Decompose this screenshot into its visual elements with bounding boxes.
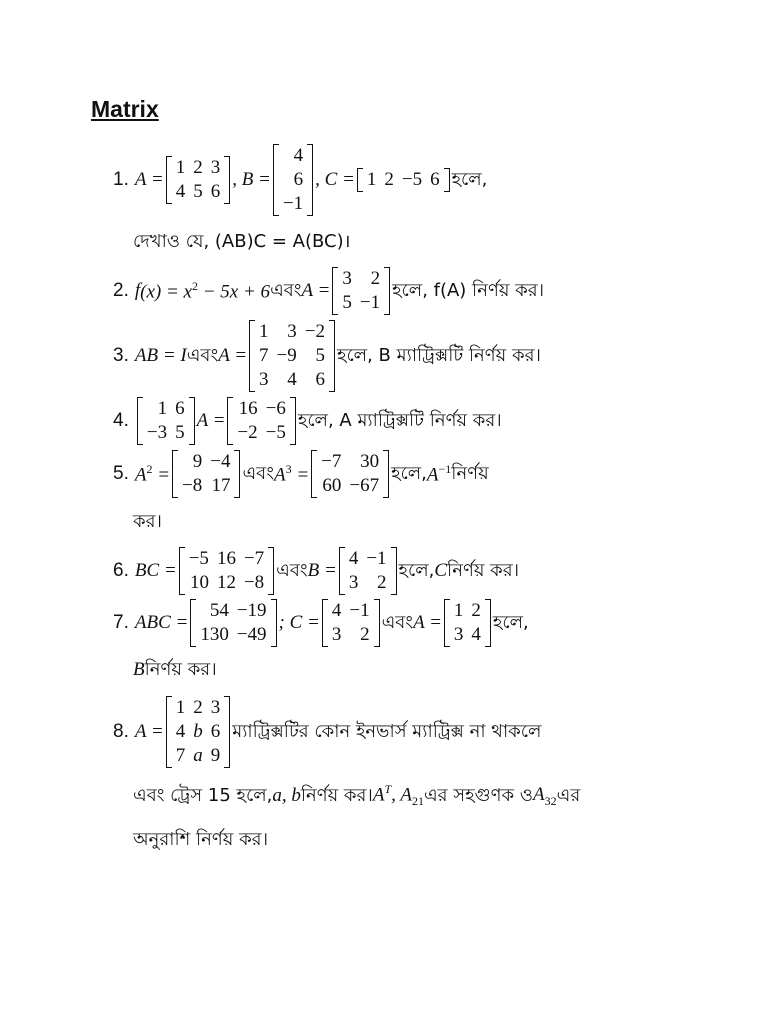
right-bracket xyxy=(224,156,230,204)
matrix-row xyxy=(338,291,384,315)
problem-number: 3. xyxy=(113,345,129,366)
matrix-c xyxy=(322,599,380,647)
matrix-r xyxy=(227,397,295,445)
problem-text: হলে, xyxy=(492,611,529,633)
matrix-cell: 6 xyxy=(293,169,304,190)
math-text: ; C = xyxy=(278,612,320,633)
math-text: A = xyxy=(134,169,164,190)
matrix-cell: −5 xyxy=(401,169,423,190)
matrix-cell: 1 xyxy=(157,398,168,419)
matrix-cell: 4 xyxy=(471,624,481,645)
math-text: − 5x + 6 xyxy=(197,281,271,303)
matrix-row xyxy=(172,180,225,204)
matrix-cell: 1 xyxy=(453,600,464,621)
right-bracket xyxy=(271,599,277,647)
matrix-cell: 4 xyxy=(175,721,186,742)
problem-text: এবং xyxy=(381,611,414,633)
problem-text: এবং xyxy=(270,279,302,301)
problem-text: হলে, A ম্যাট্রিক্সটি নির্ণয় কর। xyxy=(297,409,502,431)
matrix-row xyxy=(279,168,307,192)
matrix-row xyxy=(338,267,384,291)
math-text: A xyxy=(372,784,385,806)
matrix-row xyxy=(255,320,329,344)
problem-number: 2. xyxy=(113,280,129,301)
matrix-cell: 3 xyxy=(210,697,221,718)
problem-number: 6. xyxy=(113,560,129,581)
problem-6 xyxy=(113,546,519,596)
matrix-cell: 60 xyxy=(322,475,342,496)
matrix-grid xyxy=(178,450,234,498)
matrix-cell: −1 xyxy=(359,292,381,313)
right-bracket xyxy=(224,696,230,768)
matrix-row xyxy=(317,450,383,474)
matrix-cell: 10 xyxy=(189,572,209,593)
math-text xyxy=(533,784,557,809)
matrix-cell: 3 xyxy=(453,624,464,645)
matrix-grid xyxy=(317,450,383,498)
matrix-cell: 4 xyxy=(331,600,342,621)
matrix-bc xyxy=(179,547,274,595)
matrix-cell: −19 xyxy=(236,600,267,621)
problem-number: 8. xyxy=(113,721,129,742)
subscript: 21 xyxy=(411,794,424,809)
matrix-cell: −4 xyxy=(210,451,231,472)
matrix-cell: 4 xyxy=(287,369,297,390)
right-bracket xyxy=(234,450,240,498)
matrix-row xyxy=(196,623,270,647)
page-title: Matrix xyxy=(91,96,159,122)
matrix-cell: 16 xyxy=(216,548,236,569)
matrix-row xyxy=(185,547,268,571)
matrix-a3 xyxy=(311,450,389,498)
math-text: ABC = xyxy=(134,612,189,633)
right-bracket xyxy=(189,397,195,445)
matrix-m xyxy=(137,397,195,445)
matrix-cell: −2 xyxy=(304,321,325,342)
matrix-a xyxy=(166,696,231,768)
math-text xyxy=(140,279,270,303)
matrix-row xyxy=(172,696,225,720)
math-text xyxy=(373,782,424,809)
matrix-cell: 30 xyxy=(360,451,380,472)
problem-8-continuation-2: অনুরাশি নির্ণয় কর। xyxy=(133,828,269,850)
right-bracket xyxy=(307,144,313,216)
right-bracket xyxy=(383,450,389,498)
matrix-grid xyxy=(338,267,384,315)
math-text: A = xyxy=(196,410,226,431)
exponent: −1 xyxy=(438,461,452,476)
matrix-row xyxy=(143,421,189,445)
right-bracket xyxy=(374,599,380,647)
matrix-cell: −2 xyxy=(237,422,258,443)
math-text: A xyxy=(533,783,545,805)
math-text: A = xyxy=(134,721,164,742)
math-text: a, b xyxy=(272,785,301,806)
matrix-row xyxy=(317,474,383,498)
problem-text: হলে, B ম্যাট্রিক্সটি নির্ণয় কর। xyxy=(336,344,541,366)
math-text: A = xyxy=(413,612,442,633)
matrix-a2 xyxy=(172,450,240,498)
matrix-row xyxy=(255,368,329,392)
problem-text: এবং xyxy=(276,559,308,581)
math-text: C xyxy=(434,560,448,581)
matrix-cell: 2 xyxy=(360,624,370,645)
matrix-cell: 7 xyxy=(175,745,186,766)
right-bracket xyxy=(290,397,296,445)
matrix-cell: 130 xyxy=(200,624,229,645)
matrix-cell: 3 xyxy=(342,268,352,289)
matrix-cell: 3 xyxy=(210,157,221,178)
math-text: = xyxy=(152,464,171,486)
problem-text: হলে, xyxy=(398,559,435,581)
matrix-abc xyxy=(190,599,276,647)
matrix-cell: −5 xyxy=(188,548,209,569)
matrix-cell: 5 xyxy=(342,292,352,313)
matrix-row xyxy=(255,344,329,368)
math-text: = xyxy=(291,464,310,486)
matrix-a xyxy=(166,156,231,204)
matrix-cell: 6 xyxy=(210,721,221,742)
matrix-cell: 2 xyxy=(471,600,481,621)
math-text: , C = xyxy=(315,169,355,190)
math-text: A xyxy=(134,464,147,486)
matrix-cell: −8 xyxy=(243,572,265,593)
problem-number: 7. xyxy=(113,612,129,633)
matrix-cell: 5 xyxy=(315,345,325,366)
matrix-grid xyxy=(450,599,485,647)
matrix-a xyxy=(332,267,390,315)
matrix-row xyxy=(450,623,485,647)
matrix-row xyxy=(363,168,444,192)
math-text: , B = xyxy=(232,169,271,190)
problem-text: নির্ণয় কর। xyxy=(144,658,217,680)
subscript: 32 xyxy=(544,793,557,808)
math-text: AB = I xyxy=(134,345,187,366)
problem-text: এবং xyxy=(242,462,274,484)
matrix-grid xyxy=(363,168,444,192)
matrix-grid xyxy=(172,156,225,204)
matrix-cell: 7 xyxy=(259,345,269,366)
matrix-grid xyxy=(255,320,329,392)
matrix-cell: 6 xyxy=(175,398,185,419)
matrix-a xyxy=(444,599,491,647)
math-text: B xyxy=(133,659,145,680)
matrix-row xyxy=(328,623,374,647)
problem-text: হলে, xyxy=(391,462,427,484)
problem-5-continuation: কর। xyxy=(133,510,162,532)
matrix-row xyxy=(178,474,234,498)
exponent: 3 xyxy=(285,461,292,476)
matrix-row xyxy=(345,571,391,595)
math-text: A xyxy=(273,464,286,486)
matrix-cell: −49 xyxy=(236,624,267,645)
matrix-cell: 6 xyxy=(210,181,221,202)
matrix-cell: 5 xyxy=(175,422,185,443)
matrix-grid xyxy=(196,599,270,647)
problem-4 xyxy=(113,396,502,446)
matrix-c xyxy=(357,168,450,192)
problem-7 xyxy=(113,598,529,648)
problem-text: এর xyxy=(556,784,581,806)
matrix-cell: b xyxy=(193,721,203,742)
exponent: 2 xyxy=(146,461,153,476)
problem-text: হলে, xyxy=(451,168,488,190)
matrix-cell: 3 xyxy=(348,572,359,593)
problem-5 xyxy=(113,449,489,499)
problem-number: 1. xyxy=(113,169,129,190)
matrix-row xyxy=(196,599,270,623)
matrix-cell: 2 xyxy=(193,157,203,178)
matrix-cell: 16 xyxy=(238,398,258,419)
problem-8-continuation-1 xyxy=(133,782,580,810)
matrix-cell: 2 xyxy=(193,697,203,718)
matrix-cell: −1 xyxy=(366,548,387,569)
matrix-b xyxy=(339,547,397,595)
matrix-cell: 1 xyxy=(175,697,186,718)
matrix-cell: 12 xyxy=(216,572,236,593)
matrix-row xyxy=(172,720,225,744)
matrix-cell: −1 xyxy=(282,193,304,214)
matrix-cell: 4 xyxy=(293,145,304,166)
math-text: f xyxy=(134,280,141,301)
matrix-cell: −67 xyxy=(349,475,380,496)
problem-2 xyxy=(113,266,544,316)
matrix-cell: 2 xyxy=(377,572,387,593)
matrix-row xyxy=(279,144,307,168)
matrix-cell: 3 xyxy=(287,321,297,342)
exponent: T xyxy=(384,782,392,797)
matrix-cell: 2 xyxy=(384,169,394,190)
problem-number: 4. xyxy=(113,410,129,431)
matrix-a xyxy=(249,320,335,392)
matrix-cell: 2 xyxy=(370,268,381,289)
matrix-row xyxy=(185,571,268,595)
matrix-cell: −8 xyxy=(182,475,203,496)
matrix-cell: 1 xyxy=(175,157,186,178)
right-bracket xyxy=(329,320,335,392)
exponent: 2 xyxy=(191,278,198,293)
matrix-cell: 9 xyxy=(192,451,203,472)
matrix-cell: 3 xyxy=(331,624,342,645)
matrix-row xyxy=(172,156,225,180)
matrix-row xyxy=(345,547,391,571)
right-bracket xyxy=(268,547,274,595)
problem-text: এবং xyxy=(186,344,219,366)
right-bracket xyxy=(485,599,491,647)
matrix-cell: 3 xyxy=(259,369,269,390)
matrix-grid xyxy=(172,696,225,768)
problem-text: হলে, f(A) নির্ণয় কর। xyxy=(392,279,545,301)
matrix-cell: 17 xyxy=(211,475,231,496)
problem-1-continuation: দেখাও যে, (AB)C = A(BC)। xyxy=(133,230,351,252)
problem-text: এবং ট্রেস 15 হলে, xyxy=(133,784,273,806)
problem-text: নির্ণয় কর। xyxy=(300,784,373,806)
math-text: A xyxy=(426,464,439,486)
problem-1 xyxy=(113,142,487,218)
matrix-cell: −7 xyxy=(321,451,342,472)
matrix-row xyxy=(172,744,225,768)
matrix-cell: 1 xyxy=(259,321,269,342)
matrix-cell: 54 xyxy=(209,600,229,621)
matrix-row xyxy=(279,192,307,216)
matrix-row xyxy=(450,599,485,623)
matrix-row xyxy=(143,397,189,421)
math-text xyxy=(274,462,309,486)
matrix-grid xyxy=(233,397,289,445)
matrix-grid xyxy=(185,547,268,595)
matrix-cell: 6 xyxy=(430,169,440,190)
matrix-cell: 5 xyxy=(193,181,203,202)
matrix-grid xyxy=(328,599,374,647)
matrix-b xyxy=(273,144,313,216)
problem-text: নির্ণয় xyxy=(451,462,489,484)
matrix-cell: 4 xyxy=(175,181,186,202)
matrix-row xyxy=(233,397,289,421)
math-text: A xyxy=(400,784,412,806)
math-text: , xyxy=(391,784,401,806)
matrix-cell: 6 xyxy=(315,369,325,390)
matrix-cell: −7 xyxy=(243,548,265,569)
matrix-grid xyxy=(279,144,307,216)
matrix-cell: a xyxy=(193,745,203,766)
matrix-row xyxy=(328,599,374,623)
matrix-row xyxy=(233,421,289,445)
matrix-grid xyxy=(143,397,189,445)
problem-text: নির্ণয় কর। xyxy=(447,559,520,581)
problem-text: ম্যাট্রিক্সটির কোন ইনভার্স ম্যাট্রিক্স না থাকলে xyxy=(232,720,542,742)
math-text: B = xyxy=(307,560,337,581)
problem-number: 5. xyxy=(113,463,129,484)
matrix-cell: 4 xyxy=(348,548,359,569)
math-text: BC = xyxy=(134,560,177,581)
problem-7-continuation xyxy=(133,656,217,684)
matrix-cell: 9 xyxy=(210,745,221,766)
matrix-cell: −6 xyxy=(265,398,286,419)
matrix-cell: 1 xyxy=(366,169,377,190)
right-bracket xyxy=(384,267,390,315)
math-text: A = xyxy=(301,280,331,301)
matrix-grid xyxy=(345,547,391,595)
math-text: (x) = x xyxy=(140,281,192,303)
problem-3 xyxy=(113,318,541,394)
problem-text: এর সহগুণক ও xyxy=(423,784,534,806)
matrix-cell: −5 xyxy=(265,422,286,443)
matrix-cell: −9 xyxy=(276,345,297,366)
right-bracket xyxy=(391,547,397,595)
math-text xyxy=(427,462,451,486)
matrix-cell: −1 xyxy=(349,600,370,621)
problem-8 xyxy=(113,694,541,770)
matrix-cell: −3 xyxy=(146,422,168,443)
math-text: A = xyxy=(218,345,248,366)
right-bracket xyxy=(444,168,450,192)
math-text xyxy=(135,462,170,486)
matrix-row xyxy=(178,450,234,474)
